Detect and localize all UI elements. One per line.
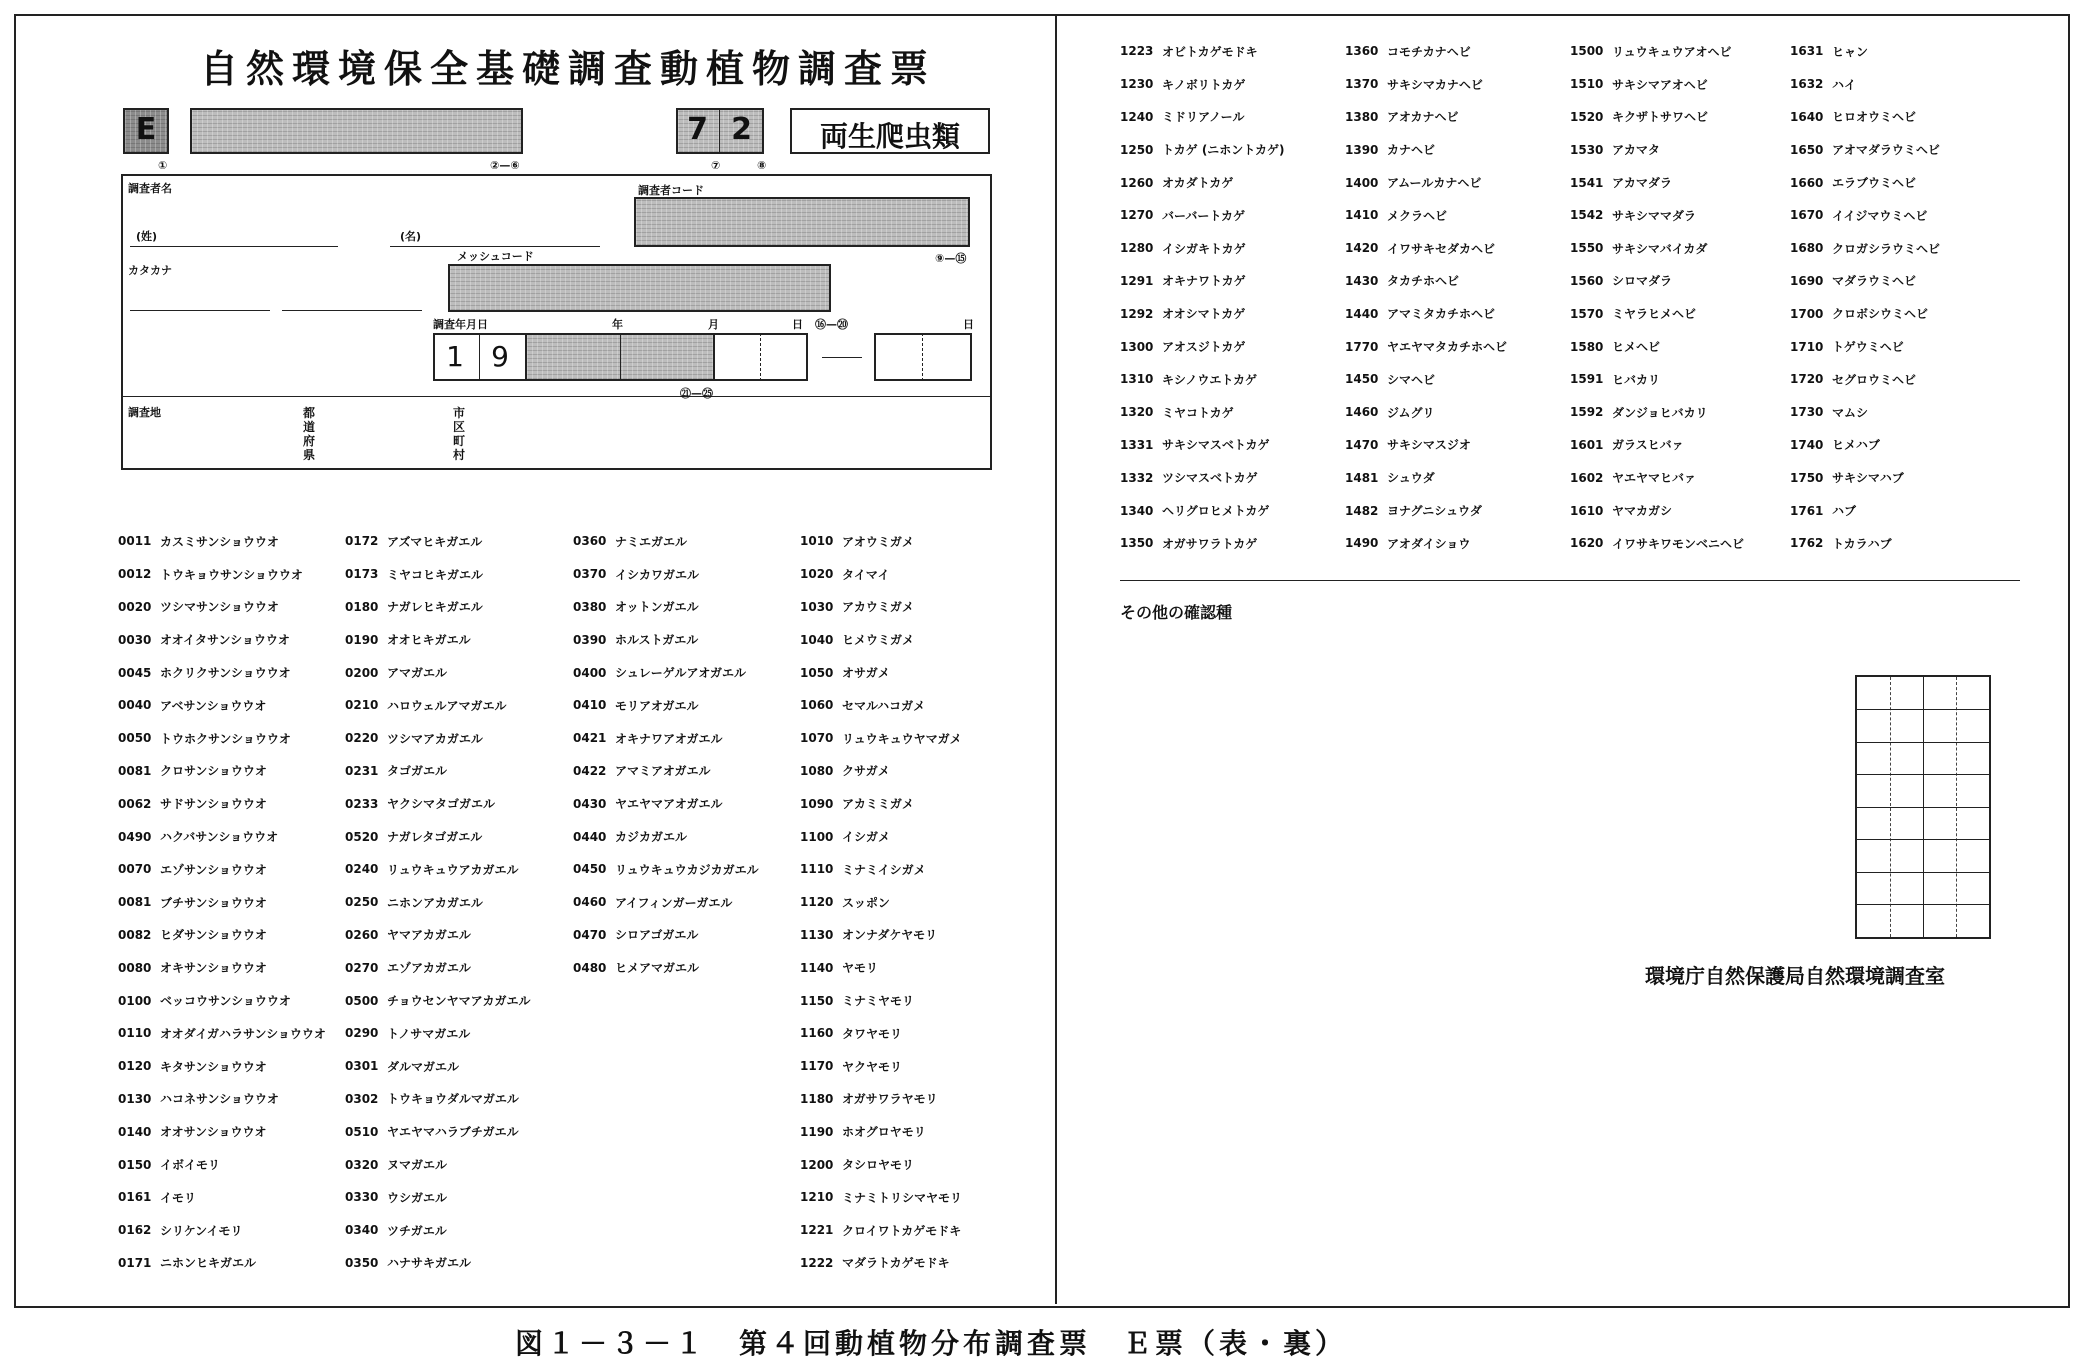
grid-row-line — [1857, 807, 1989, 808]
surveyor-code-label: 調査者コード — [638, 184, 704, 197]
list-item[interactable]: 0520 ナガレタゴガエル — [345, 829, 483, 845]
agency-name: 環境庁自然保護局自然環境調査室 — [1645, 964, 1945, 988]
list-item[interactable]: 1200 タシロヤモリ — [800, 1157, 915, 1173]
end-day-field[interactable] — [874, 333, 972, 381]
given-name-label: (名) — [400, 230, 422, 243]
list-item[interactable]: 0180 ナガレヒキガエル — [345, 599, 483, 615]
species-list-col4 — [800, 525, 962, 1279]
list-item[interactable]: 0233 ヤクシマタゴガエル — [345, 796, 496, 812]
marker-16-20: ⑯—⑳ — [815, 318, 848, 331]
list-item[interactable]: 0070 エゾサンショウウオ — [118, 862, 267, 877]
list-item[interactable]: 0011 カスミサンショウウオ — [118, 534, 279, 549]
list-item[interactable]: 0260 ヤマアカガエル — [345, 927, 471, 943]
list-item[interactable]: 1140 ヤモリ — [800, 960, 879, 976]
list-item[interactable]: 1350 オガサワラトカゲ — [1120, 536, 1258, 551]
list-item[interactable]: 0040 アベサンショウウオ — [118, 698, 267, 713]
list-item[interactable]: 1470 サキシマスジオ — [1345, 437, 1471, 453]
group-code-digit-1: 7 — [687, 112, 708, 147]
marker-9-15: ⑨—⑮ — [935, 252, 967, 265]
list-item[interactable]: 1530 アカマタ — [1570, 142, 1660, 158]
list-item[interactable]: 1332 ツシマスベトカゲ — [1120, 470, 1258, 486]
list-item[interactable]: 0301 ダルマガエル — [345, 1059, 460, 1074]
list-item[interactable]: 0220 ツシマアカガエル — [345, 731, 483, 746]
list-item[interactable]: 1730 マムシ — [1790, 405, 1869, 420]
list-item[interactable]: 0110 オオダイガハラサンショウウオ — [118, 1026, 326, 1041]
year-digit-1: 1 — [446, 340, 464, 373]
list-item[interactable]: 1592 ダンジョヒバカリ — [1570, 405, 1708, 420]
list-item[interactable]: 1460 ジムグリ — [1345, 405, 1435, 420]
prefecture-label: 都道府県 — [302, 406, 315, 462]
list-item[interactable]: 1601 ガラスヒバァ — [1570, 437, 1684, 453]
list-item[interactable]: 1030 アカウミガメ — [800, 599, 914, 615]
list-item[interactable]: 0030 オオイタサンショウウオ — [118, 632, 290, 648]
list-item[interactable]: 0081 ブチサンショウウオ — [118, 895, 267, 910]
mesh-code-label: メッシュコード — [457, 250, 534, 263]
survey-place-label: 調査地 — [128, 406, 161, 419]
species-list-col6 — [1345, 35, 1507, 560]
list-item[interactable]: 1300 アオスジトカゲ — [1120, 339, 1246, 355]
list-item[interactable]: 1762 トカラハブ — [1790, 536, 1892, 551]
list-item[interactable]: 0350 ハナサキガエル — [345, 1255, 472, 1271]
list-item[interactable]: 0012 トウキョウサンショウウオ — [118, 567, 303, 582]
list-item[interactable]: 1602 ヤエヤマヒバァ — [1570, 470, 1697, 486]
list-item[interactable]: 1510 サキシマアオヘビ — [1570, 77, 1708, 92]
list-item[interactable]: 1542 サキシママダラ — [1570, 208, 1696, 223]
list-item[interactable]: 0290 トノサマガエル — [345, 1026, 471, 1041]
list-item[interactable]: 1080 クサガメ — [800, 763, 890, 779]
list-item[interactable]: 1292 オオシマトカゲ — [1120, 306, 1246, 322]
list-item[interactable]: 1160 タワヤモリ — [800, 1026, 903, 1041]
list-item[interactable]: 1221 クロイワトカゲモドキ — [800, 1223, 962, 1238]
list-item[interactable]: 1761 ハブ — [1790, 503, 1857, 519]
list-item[interactable]: 0080 オキサンショウウオ — [118, 960, 267, 976]
municipality-label: 市区町村 — [452, 406, 465, 462]
month-label: 月 — [708, 318, 719, 331]
marker-8: ⑧ — [757, 159, 767, 172]
list-item[interactable]: 1090 アカミミガメ — [800, 796, 914, 812]
list-item[interactable]: 0190 オオヒキガエル — [345, 632, 471, 648]
grid-row-line — [1857, 742, 1989, 743]
list-item[interactable]: 1230 キノボリトカゲ — [1120, 77, 1246, 92]
list-item[interactable]: 0081 クロサンショウウオ — [118, 763, 267, 779]
list-item[interactable]: 0340 ツチガエル — [345, 1223, 447, 1238]
day-label: 日 — [792, 318, 803, 331]
list-item[interactable]: 0390 ホルストガエル — [573, 632, 699, 648]
list-item[interactable]: 1370 サキシマカナヘビ — [1345, 77, 1483, 92]
list-item[interactable]: 1410 メクラヘビ — [1345, 208, 1448, 223]
group-code-digit-2: 2 — [731, 112, 752, 147]
list-item[interactable]: 0490 ハクバサンショウウオ — [118, 829, 279, 845]
other-species-heading: その他の確認種 — [1120, 603, 1233, 622]
list-item[interactable]: 0150 イボイモリ — [118, 1157, 221, 1173]
marker-21-25: ㉑—㉕ — [680, 387, 713, 400]
species-list-col7 — [1570, 35, 1744, 560]
list-item[interactable]: 0410 モリアオガエル — [573, 698, 699, 713]
list-item[interactable]: 0440 カジカガエル — [573, 829, 688, 845]
list-item[interactable]: 1750 サキシマハブ — [1790, 470, 1904, 486]
list-item[interactable]: 0045 ホクリクサンショウウオ — [118, 665, 291, 681]
list-item[interactable]: 0171 ニホンヒキガエル — [118, 1255, 257, 1271]
list-item[interactable]: 1570 ミヤラヒメヘビ — [1570, 306, 1697, 322]
list-item[interactable]: 1481 シュウダ — [1345, 470, 1435, 486]
list-item[interactable]: 1670 イイジマウミヘビ — [1790, 208, 1928, 223]
list-item[interactable]: 0020 ツシマサンショウウオ — [118, 599, 279, 615]
list-item[interactable]: 1170 ヤクヤモリ — [800, 1059, 903, 1074]
list-item[interactable]: 0470 シロアゴガエル — [573, 927, 699, 943]
list-item[interactable]: 1610 ヤマカガシ — [1570, 503, 1673, 519]
grid-row-line — [1857, 872, 1989, 873]
list-item[interactable]: 1650 アオマダラウミヘビ — [1790, 142, 1940, 158]
list-item[interactable]: 1580 ヒメヘビ — [1570, 339, 1661, 355]
given-name-line[interactable] — [390, 246, 600, 247]
list-item[interactable]: 0320 ヌマガエル — [345, 1157, 448, 1173]
list-item[interactable]: 1632 ハイ — [1790, 77, 1857, 92]
list-item[interactable]: 1700 クロボシウミヘビ — [1790, 306, 1929, 322]
mesh-code-field[interactable] — [448, 264, 831, 312]
list-item[interactable]: 1270 バーバートカゲ — [1120, 208, 1246, 223]
list-item[interactable]: 0100 ベッコウサンショウウオ — [118, 993, 291, 1009]
date-sep-3 — [760, 333, 761, 381]
list-item[interactable]: 1360 コモチカナヘビ — [1345, 44, 1471, 59]
list-item[interactable]: 1500 リュウキュウアオヘビ — [1570, 44, 1732, 59]
list-item[interactable]: 0140 オオサンショウウオ — [118, 1124, 267, 1140]
list-item[interactable]: 1020 タイマイ — [800, 567, 890, 582]
list-item[interactable]: 0400 シュレーゲルアオガエル — [573, 665, 747, 681]
species-list-col2 — [345, 525, 531, 1279]
list-item[interactable]: 0172 アズマヒキガエル — [345, 534, 483, 549]
list-item[interactable]: 1223 オビトカゲモドキ — [1120, 44, 1258, 59]
list-item[interactable]: 0380 オットンガエル — [573, 599, 699, 615]
grid-row-line — [1857, 774, 1989, 775]
list-item[interactable]: 0370 イシカワガエル — [573, 567, 700, 582]
list-item[interactable]: 0422 アマミアオガエル — [573, 763, 711, 779]
form-letter: E — [135, 112, 157, 147]
list-item[interactable]: 0240 リュウキュウアカガエル — [345, 862, 519, 877]
form-title: 自然環境保全基礎調査動植物調査票 — [200, 47, 937, 91]
date-range-dash — [822, 357, 862, 358]
list-item[interactable]: 1430 タカチホヘビ — [1345, 273, 1460, 289]
list-item[interactable]: 0460 アイフィンガーガエル — [573, 895, 733, 910]
list-item[interactable]: 1450 シマヘビ — [1345, 372, 1436, 387]
list-item[interactable]: 1180 オガサワラヤモリ — [800, 1091, 938, 1107]
list-item[interactable]: 1190 ホオグロヤモリ — [800, 1124, 926, 1140]
katakana-line-1[interactable] — [130, 310, 270, 311]
list-item[interactable]: 1291 オキナワトカゲ — [1120, 273, 1246, 289]
marker-7: ⑦ — [711, 159, 721, 172]
list-item[interactable]: 1260 オカダトカゲ — [1120, 175, 1234, 191]
list-item[interactable]: 0500 チョウセンヤマアカガエル — [345, 993, 531, 1009]
list-item[interactable]: 1340 ヘリグロヒメトカゲ — [1120, 503, 1270, 519]
list-item[interactable]: 0130 ハコネサンショウウオ — [118, 1091, 279, 1107]
species-list-col8 — [1790, 35, 1940, 560]
list-item[interactable]: 0250 ニホンアカガエル — [345, 895, 483, 910]
surveyor-name-label: 調査者名 — [128, 182, 172, 195]
list-item[interactable]: 0302 トウキョウダルマガエル — [345, 1091, 519, 1107]
category-label: 両生爬虫類 — [819, 120, 960, 153]
list-item[interactable]: 0200 アマガエル — [345, 665, 448, 681]
list-item[interactable]: 1040 ヒメウミガメ — [800, 632, 915, 648]
list-item[interactable]: 0421 オキナワアオガエル — [573, 731, 723, 746]
list-item[interactable]: 1110 ミナミイシガメ — [800, 862, 926, 877]
list-item[interactable]: 0161 イモリ — [118, 1190, 197, 1205]
list-item[interactable]: 1240 ミドリアノール — [1120, 109, 1245, 125]
list-item[interactable]: 0173 ミヤコヒキガエル — [345, 567, 484, 582]
info-box-divider — [121, 396, 992, 397]
list-item[interactable]: 1620 イワサキワモンベニヘビ — [1570, 536, 1745, 551]
list-item[interactable]: 1770 ヤエヤマタカチホヘビ — [1345, 339, 1508, 355]
list-item[interactable]: 1482 ヨナグニシュウダ — [1345, 503, 1482, 519]
survey-date-label: 調査年月日 — [433, 318, 488, 331]
list-item[interactable]: 1550 サキシマバイカダ — [1570, 241, 1708, 256]
center-divider — [1055, 16, 1057, 1304]
marker-1: ① — [158, 159, 168, 172]
year-digit-2: 9 — [491, 340, 509, 373]
list-item[interactable]: 1440 アマミタカチホヘビ — [1345, 306, 1496, 322]
list-item[interactable]: 0430 ヤエヤマアオガエル — [573, 796, 723, 812]
species-list-col1 — [118, 525, 326, 1279]
surname-line[interactable] — [130, 246, 338, 247]
entry-grid[interactable] — [1855, 675, 1991, 939]
id-code-field[interactable] — [190, 108, 523, 154]
list-item[interactable]: 1560 シロマダラ — [1570, 273, 1673, 289]
list-item[interactable]: 1070 リュウキュウヤマガメ — [800, 731, 962, 746]
day-label-2: 日 — [963, 318, 974, 331]
list-item[interactable]: 0162 シリケンイモリ — [118, 1223, 243, 1238]
list-item[interactable]: 0330 ウシガエル — [345, 1190, 448, 1205]
grid-row-line — [1857, 839, 1989, 840]
date-sep-1 — [479, 333, 480, 381]
grid-row-line — [1857, 904, 1989, 905]
list-item[interactable]: 1420 イワサキセダカヘビ — [1345, 241, 1496, 256]
list-item[interactable]: 1591 ヒバカリ — [1570, 372, 1661, 387]
list-item[interactable]: 0480 ヒメアマガエル — [573, 960, 700, 976]
list-item[interactable]: 1380 アオカナヘビ — [1345, 109, 1459, 125]
list-item[interactable]: 1060 セマルハコガメ — [800, 698, 926, 713]
list-item[interactable]: 0062 サドサンショウウオ — [118, 796, 267, 812]
katakana-line-2[interactable] — [282, 310, 422, 311]
list-item[interactable]: 1331 サキシマスベトカゲ — [1120, 437, 1270, 453]
list-item[interactable]: 0210 ハロウェルアマガエル — [345, 698, 507, 713]
list-item[interactable]: 1250 トカゲ (ニホントカゲ) — [1120, 142, 1285, 158]
end-day-sep — [922, 333, 923, 381]
figure-caption: 図１－３－１ 第４回動植物分布調査票 Ｅ票（表・裏） — [515, 1327, 1348, 1360]
list-item[interactable]: 1222 マダラトカゲモドキ — [800, 1255, 950, 1271]
list-item[interactable]: 1130 オンナダケヤモリ — [800, 927, 938, 943]
list-item[interactable]: 1050 オサガメ — [800, 665, 890, 681]
list-item[interactable]: 0050 トウホクサンショウウオ — [118, 731, 291, 746]
species-list-col3 — [573, 525, 759, 984]
back-divider-line — [1120, 580, 2020, 581]
list-item[interactable]: 0231 タゴガエル — [345, 763, 448, 779]
list-item[interactable]: 1150 ミナミヤモリ — [800, 993, 915, 1009]
surveyor-code-field[interactable] — [634, 197, 970, 247]
list-item[interactable]: 1690 マダラウミヘビ — [1790, 273, 1917, 289]
list-item[interactable]: 1660 エラブウミヘビ — [1790, 175, 1917, 191]
marker-2-6: ②—⑥ — [490, 159, 520, 172]
list-item[interactable]: 1120 スッポン — [800, 895, 890, 910]
list-item[interactable]: 0270 エゾアカガエル — [345, 960, 471, 976]
list-item[interactable]: 1390 カナヘビ — [1345, 142, 1436, 158]
list-item[interactable]: 1631 ヒャン — [1790, 44, 1869, 59]
list-item[interactable]: 1100 イシガメ — [800, 829, 891, 845]
list-item[interactable]: 0510 ヤエヤマハラブチガエル — [345, 1124, 519, 1140]
list-item[interactable]: 1710 トゲウミヘビ — [1790, 339, 1904, 355]
surname-label: (姓) — [136, 230, 158, 243]
list-item[interactable]: 1680 クロガシラウミヘビ — [1790, 241, 1941, 256]
list-item[interactable]: 1740 ヒメハブ — [1790, 437, 1880, 453]
list-item[interactable]: 1210 ミナミトリシマヤモリ — [800, 1190, 963, 1205]
list-item[interactable]: 1720 セグロウミヘビ — [1790, 372, 1917, 387]
list-item[interactable]: 1310 キシノウエトカゲ — [1120, 372, 1258, 387]
list-item[interactable]: 1490 アオダイショウ — [1345, 536, 1471, 551]
list-item[interactable]: 1541 アカマダラ — [1570, 175, 1672, 191]
grid-row-line — [1857, 709, 1989, 710]
date-sep-2 — [620, 333, 621, 381]
list-item[interactable]: 1640 ヒロオウミヘビ — [1790, 109, 1917, 125]
list-item[interactable]: 1520 キクザトサワヘビ — [1570, 109, 1709, 125]
list-item[interactable]: 0360 ナミエガエル — [573, 534, 688, 549]
list-item[interactable]: 0082 ヒダサンショウウオ — [118, 927, 267, 943]
species-list-col5 — [1120, 35, 1284, 560]
list-item[interactable]: 0450 リュウキュウカジカガエル — [573, 862, 759, 877]
list-item[interactable]: 1010 アオウミガメ — [800, 534, 914, 549]
list-item[interactable]: 1400 アムールカナヘビ — [1345, 175, 1482, 191]
year-label: 年 — [612, 318, 623, 331]
list-item[interactable]: 0120 キタサンショウウオ — [118, 1059, 267, 1074]
list-item[interactable]: 1320 ミヤコトカゲ — [1120, 405, 1234, 420]
list-item[interactable]: 1280 イシガキトカゲ — [1120, 241, 1246, 256]
katakana-label: カタカナ — [128, 264, 172, 277]
